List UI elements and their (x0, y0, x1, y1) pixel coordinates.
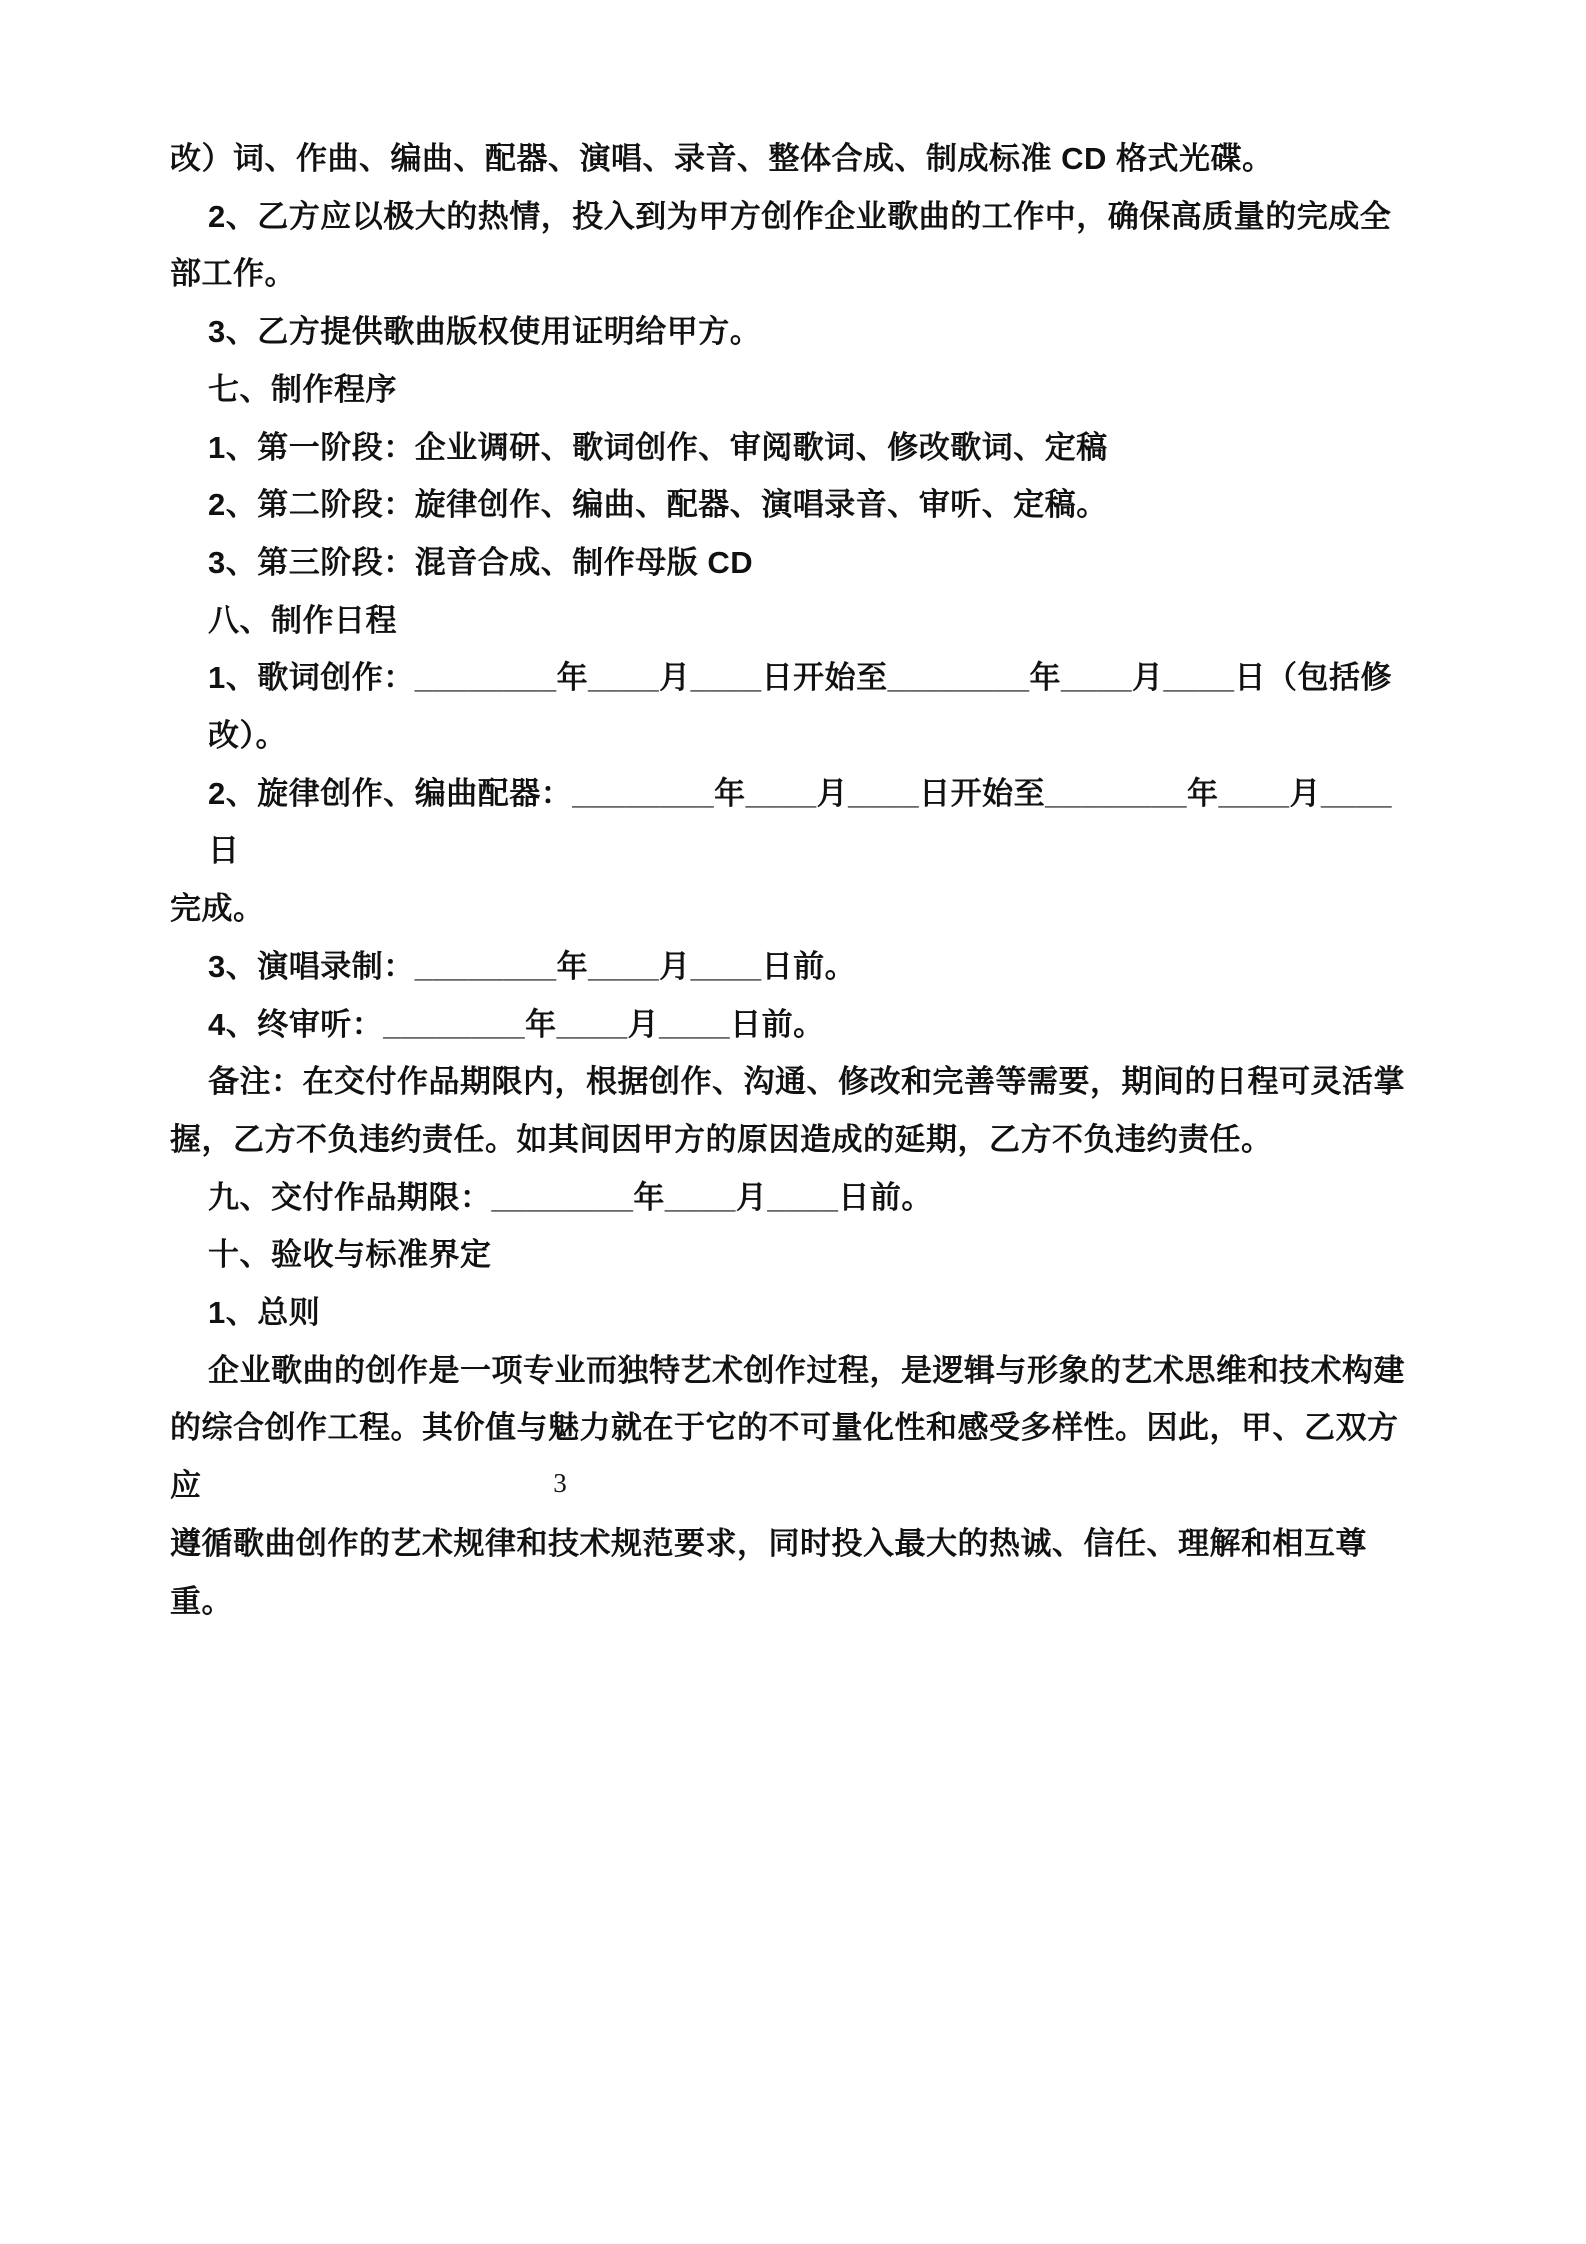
paragraph-line: 遵循歌曲创作的艺术规律和技术规范要求，同时投入最大的热诚、信任、理解和相互尊重。 (170, 1525, 1367, 1619)
paragraph-line: 1、第一阶段：企业调研、歌词创作、审阅歌词、修改歌词、定稿 (208, 429, 1108, 465)
fill-in-blank-line: 4、终审听：________年____月____日前。 (208, 1006, 825, 1042)
paragraph-line: 3、乙方提供歌曲版权使用证明给甲方。 (208, 314, 762, 350)
fill-in-blank-line: 1、歌词创作：________年____月____日开始至________年____月____日（包括修改）。 (208, 660, 1392, 754)
paragraph-line: 部工作。 (170, 256, 296, 292)
section-heading: 十、验收与标准界定 (208, 1237, 492, 1273)
paragraph-line: 3、第三阶段：混音合成、制作母版 CD (208, 544, 754, 580)
paragraph-line: 2、乙方应以极大的热情，投入到为甲方创作企业歌曲的工作中，确保高质量的完成全 (208, 198, 1392, 234)
paragraph-line: 1、总则 (208, 1295, 321, 1331)
paragraph-line: 改）词、作曲、编曲、配器、演唱、录音、整体合成、制成标准 CD 格式光碟。 (170, 141, 1274, 176)
fill-in-blank-line: 九、交付作品期限：________年____月____日前。 (208, 1179, 933, 1215)
document-body (170, 130, 1422, 1630)
paragraph-line: 2、第二阶段：旋律创作、编曲、配器、演唱录音、审听、定稿。 (208, 487, 1108, 523)
paragraph-line: 的综合创作工程。其价值与魅力就在于它的不可量化性和感受多样性。因此，甲、乙双方应 (170, 1410, 1399, 1504)
fill-in-blank-line: 2、旋律创作、编曲配器：________年____月____日开始至________年____月____日 (208, 775, 1392, 869)
fill-in-blank-line: 3、演唱录制：________年____月____日前。 (208, 948, 857, 984)
paragraph-line: 完成。 (170, 891, 265, 927)
section-heading: 七、制作程序 (208, 371, 397, 407)
page-number: 3 (553, 1468, 567, 1498)
paragraph-line: 企业歌曲的创作是一项专业而独特艺术创作过程，是逻辑与形象的艺术思维和技术构建 (208, 1352, 1405, 1388)
paragraph-line: 握，乙方不负违约责任。如其间因甲方的原因造成的延期，乙方不负违约责任。 (170, 1121, 1273, 1157)
section-heading: 八、制作日程 (208, 602, 397, 638)
paragraph-line: 备注：在交付作品期限内，根据创作、沟通、修改和完善等需要，期间的日程可灵活掌 (208, 1064, 1405, 1100)
